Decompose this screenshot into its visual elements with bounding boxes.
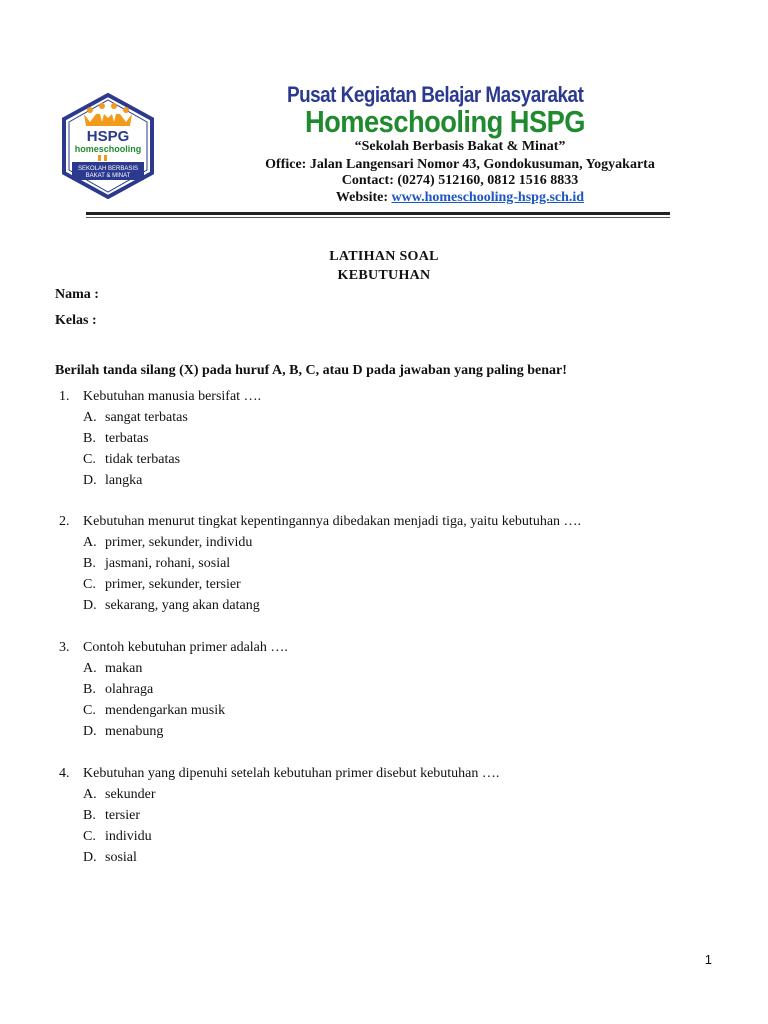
option-letter: A. [83, 409, 97, 425]
option-b[interactable] [83, 553, 739, 574]
option-a[interactable] [83, 407, 739, 428]
option-text: sosial [105, 849, 137, 865]
logo-tagline-2: BAKAT & MINAT [85, 173, 131, 179]
option-text: individu [105, 828, 152, 844]
option-text: sekarang, yang akan datang [105, 597, 260, 613]
option-text: sangat terbatas [105, 409, 188, 425]
question-text: Kebutuhan menurut tingkat kepentingannya dibedakan menjadi tiga, yaitu kebutuhan …. [83, 513, 582, 529]
letterhead [0, 0, 768, 225]
question-2 [59, 511, 739, 616]
option-text: mendengarkan musik [105, 702, 226, 718]
option-letter: D. [83, 849, 97, 865]
motto: “Sekolah Berbasis Bakat & Minat” [354, 139, 566, 154]
option-c[interactable] [83, 574, 739, 595]
question-number: 1. [59, 388, 70, 404]
logo-sub: homeschooling [74, 144, 142, 154]
option-letter: C. [83, 451, 96, 467]
option-c[interactable] [83, 449, 739, 470]
option-letter: C. [83, 702, 96, 718]
option-letter: B. [83, 430, 96, 446]
question-text: Contoh kebutuhan primer adalah …. [83, 639, 288, 655]
option-letter: B. [83, 681, 96, 697]
question-text: Kebutuhan manusia bersifat …. [83, 388, 262, 404]
question-number: 4. [59, 765, 70, 781]
title-line-1: LATIHAN SOAL [329, 249, 439, 264]
option-text: makan [105, 660, 143, 676]
option-letter: A. [83, 786, 97, 802]
org-brand: Homeschooling HSPG [305, 104, 586, 139]
option-a[interactable] [83, 658, 739, 679]
org-name: Pusat Kegiatan Belajar Masyarakat [287, 82, 584, 107]
option-text: olahraga [105, 681, 154, 697]
question-3 [59, 637, 739, 742]
option-d[interactable] [83, 721, 739, 742]
header-rule-thin [86, 217, 670, 218]
option-text: langka [105, 472, 143, 488]
option-letter: A. [83, 534, 97, 550]
website-line [160, 190, 760, 206]
header-rule-thick [86, 212, 670, 215]
page-number: 1 [704, 952, 712, 967]
option-letter: D. [83, 723, 97, 739]
option-text: jasmani, rohani, sosial [105, 555, 231, 571]
office-address: Office: Jalan Langensari Nomor 43, Gondokusuman, Yogyakarta [265, 157, 655, 172]
option-text: tidak terbatas [105, 451, 181, 467]
option-d[interactable] [83, 847, 739, 868]
option-b[interactable] [83, 805, 739, 826]
option-b[interactable] [83, 428, 739, 449]
option-letter: D. [83, 597, 97, 613]
option-letter: C. [83, 828, 96, 844]
option-text: tersier [105, 807, 140, 823]
option-c[interactable] [83, 700, 739, 721]
option-letter: C. [83, 576, 96, 592]
question-number: 3. [59, 639, 70, 655]
nama-field: Nama : [55, 287, 99, 302]
website-label: Website: [335, 190, 392, 205]
option-b[interactable] [83, 679, 739, 700]
option-a[interactable] [83, 532, 739, 553]
option-c[interactable] [83, 826, 739, 847]
contact-line: Contact: (0274) 512160, 0812 1516 8833 [341, 173, 579, 188]
option-text: menabung [105, 723, 164, 739]
option-letter: B. [83, 807, 96, 823]
kelas-field: Kelas : [55, 313, 97, 328]
question-4 [59, 763, 739, 868]
option-letter: A. [83, 660, 97, 676]
question-1 [59, 386, 739, 491]
hspg-logo [60, 92, 156, 200]
option-letter: D. [83, 472, 97, 488]
question-text: Kebutuhan yang dipenuhi setelah kebutuhan primer disebut kebutuhan …. [83, 765, 500, 781]
option-a[interactable] [83, 784, 739, 805]
title-line-2: KEBUTUHAN [337, 268, 431, 283]
instruction: Berilah tanda silang (X) pada huruf A, B, C, atau D pada jawaban yang paling benar! [55, 363, 567, 378]
option-text: sekunder [105, 786, 156, 802]
option-text: primer, sekunder, individu [105, 534, 253, 550]
option-text: primer, sekunder, tersier [105, 576, 241, 592]
website-link[interactable]: www.homeschooling-hspg.sch.id [391, 190, 585, 205]
logo-tagline-1: SEKOLAH BERBASIS [77, 166, 139, 172]
option-d[interactable] [83, 470, 739, 491]
logo-brand: HSPG [86, 128, 130, 145]
option-text: terbatas [105, 430, 149, 446]
option-letter: B. [83, 555, 96, 571]
option-d[interactable] [83, 595, 739, 616]
question-number: 2. [59, 513, 70, 529]
